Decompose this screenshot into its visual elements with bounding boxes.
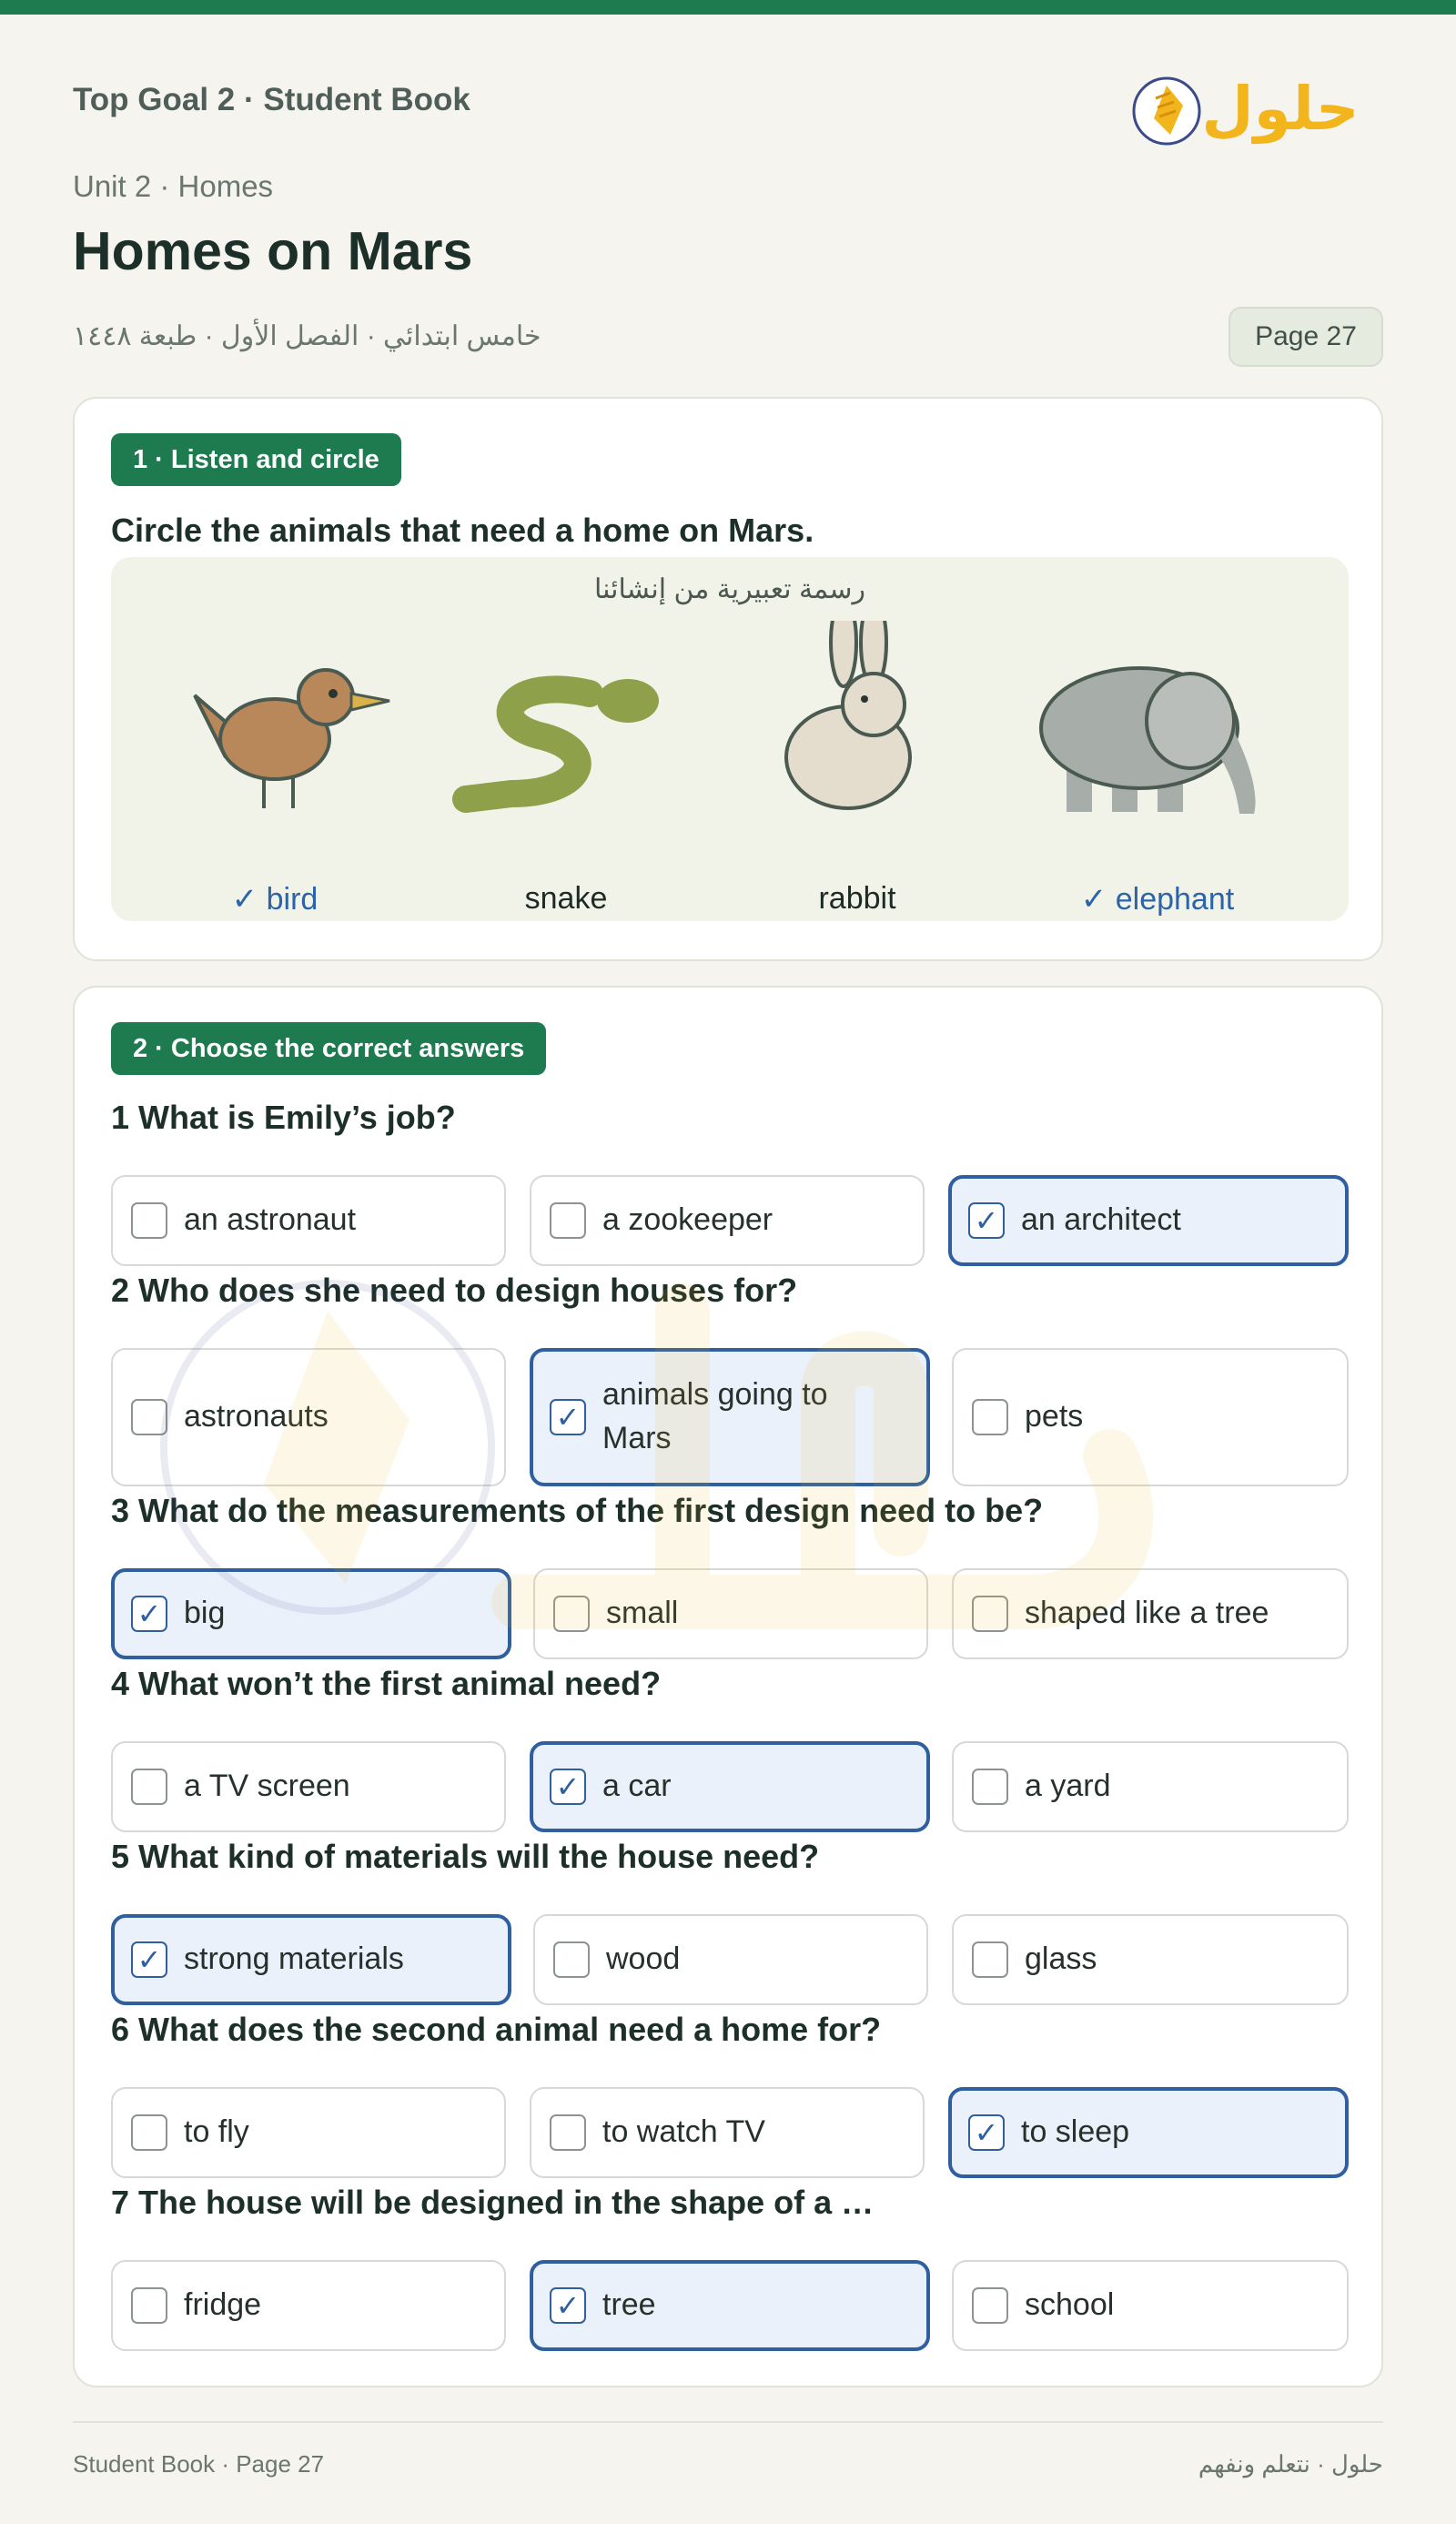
q7-option-a[interactable] [111, 2260, 506, 2351]
elephant-icon [1021, 621, 1294, 876]
rabbit-icon [721, 621, 994, 876]
unit-label: Unit 2 · Homes [73, 169, 274, 203]
checkbox[interactable] [972, 2287, 1008, 2324]
option-label: astronauts [184, 1399, 329, 1434]
option-label: to fly [184, 2114, 249, 2150]
checkbox-checked[interactable]: ✓ [550, 1399, 586, 1435]
option-label: to watch TV [602, 2114, 765, 2150]
animal-bird[interactable] [138, 621, 411, 917]
top-accent-bar [0, 0, 1456, 15]
checkbox[interactable] [972, 1596, 1008, 1632]
option-label: strong materials [184, 1941, 404, 1977]
option-label: pets [1025, 1399, 1084, 1434]
footer-divider [73, 2421, 1383, 2423]
grade-subtitle: خامس ابتدائي · الفصل الأول · طبعة ١٤٤٨ [73, 321, 541, 351]
animals-illustration [111, 557, 1349, 921]
option-label: tree [602, 2287, 656, 2323]
section-2-label: 2 · Choose the correct answers [111, 1022, 546, 1075]
option-label: a TV screen [184, 1769, 350, 1804]
option-label: glass [1025, 1941, 1097, 1977]
q4-option-a[interactable] [111, 1741, 506, 1832]
animal-label: ✓ elephant [1080, 882, 1235, 917]
bird-icon [138, 621, 411, 876]
checkbox[interactable] [553, 1596, 590, 1632]
animal-snake[interactable] [430, 621, 703, 916]
q1-option-a[interactable] [111, 1175, 506, 1266]
animal-label: rabbit [818, 881, 896, 916]
page-title: Homes on Mars [73, 221, 473, 281]
hloul-logo [1130, 58, 1367, 149]
q3-option-a[interactable] [111, 1568, 511, 1659]
q4-option-c[interactable] [952, 1741, 1349, 1832]
option-label: shaped like a tree [1025, 1596, 1269, 1631]
checkbox[interactable] [131, 1769, 167, 1805]
checkbox[interactable] [131, 2287, 167, 2324]
animal-elephant[interactable] [1021, 621, 1294, 917]
option-label: to sleep [1021, 2114, 1130, 2150]
q5-option-a[interactable] [111, 1914, 511, 2005]
q7-option-c[interactable] [952, 2260, 1349, 2351]
checkbox[interactable] [550, 2114, 586, 2151]
choose-answers-card [73, 986, 1383, 2387]
question-4: 4 What won’t the first animal need? [111, 1665, 662, 1702]
q2-option-a[interactable] [111, 1348, 506, 1486]
checkbox-checked[interactable]: ✓ [968, 2114, 1005, 2151]
q5-option-c[interactable] [952, 1914, 1349, 2005]
footer-page-label: Student Book · Page 27 [73, 2450, 325, 2478]
checkbox[interactable] [972, 1399, 1008, 1435]
checkbox-checked[interactable]: ✓ [550, 1769, 586, 1805]
q7-option-b[interactable] [530, 2260, 930, 2351]
page-number-badge: Page 27 [1228, 307, 1383, 367]
listen-and-circle-card [73, 397, 1383, 961]
q2-option-c[interactable] [952, 1348, 1349, 1486]
checkbox-checked[interactable]: ✓ [131, 1941, 167, 1978]
checkbox-checked[interactable]: ✓ [550, 2287, 586, 2324]
checkbox[interactable] [972, 1769, 1008, 1805]
animal-rabbit[interactable] [721, 621, 994, 916]
option-label: school [1025, 2287, 1115, 2323]
q1-option-b[interactable] [530, 1175, 925, 1266]
q6-option-c[interactable] [948, 2087, 1349, 2178]
page-header [73, 74, 1383, 144]
checkbox[interactable] [131, 1202, 167, 1239]
question-1: 1 What is Emily’s job? [111, 1099, 456, 1136]
question-6: 6 What does the second animal need a home for? [111, 2011, 882, 2048]
option-label: an astronaut [184, 1202, 357, 1238]
option-label: fridge [184, 2287, 262, 2323]
option-label: a zookeeper [602, 1202, 774, 1238]
checkbox[interactable] [550, 1202, 586, 1239]
option-label: an architect [1021, 1202, 1181, 1238]
question-7: 7 The house will be designed in the shape of a … [111, 2184, 875, 2221]
illustration-caption: رسمة تعبيرية من إنشائنا [593, 574, 865, 604]
animal-label: snake [524, 881, 608, 916]
section-1-label: 1 · Listen and circle [111, 433, 401, 486]
q4-option-b[interactable] [530, 1741, 930, 1832]
q2-option-b[interactable] [530, 1348, 930, 1486]
checkbox-checked[interactable]: ✓ [968, 1202, 1005, 1239]
option-label: animals going to Mars [602, 1377, 828, 1455]
checkbox[interactable] [131, 2114, 167, 2151]
question-5: 5 What kind of materials will the house need? [111, 1838, 820, 1875]
section-1-instruction: Circle the animals that need a home on Mars. [111, 512, 814, 549]
q3-option-c[interactable] [952, 1568, 1349, 1659]
option-label: a yard [1025, 1769, 1111, 1804]
q1-option-c[interactable] [948, 1175, 1349, 1266]
q6-option-b[interactable] [530, 2087, 925, 2178]
q5-option-b[interactable] [533, 1914, 928, 2005]
option-label: small [606, 1596, 679, 1631]
q3-option-b[interactable] [533, 1568, 928, 1659]
option-label: a car [602, 1769, 672, 1804]
animal-label: ✓ bird [231, 882, 318, 917]
footer-tagline: حلول · نتعلم ونفهم [1198, 2450, 1383, 2478]
checkbox[interactable] [131, 1399, 167, 1435]
book-title: Top Goal 2 · Student Book [73, 82, 470, 117]
q6-option-a[interactable] [111, 2087, 506, 2178]
svg-text:حلول: حلول [1201, 74, 1360, 144]
option-label: wood [606, 1941, 681, 1977]
question-3: 3 What do the measurements of the first design need to be? [111, 1492, 1044, 1529]
question-2: 2 Who does she need to design houses for? [111, 1272, 798, 1309]
snake-icon [430, 621, 703, 876]
option-label: big [184, 1596, 226, 1631]
checkbox[interactable] [553, 1941, 590, 1978]
checkbox[interactable] [972, 1941, 1008, 1978]
checkbox-checked[interactable]: ✓ [131, 1596, 167, 1632]
